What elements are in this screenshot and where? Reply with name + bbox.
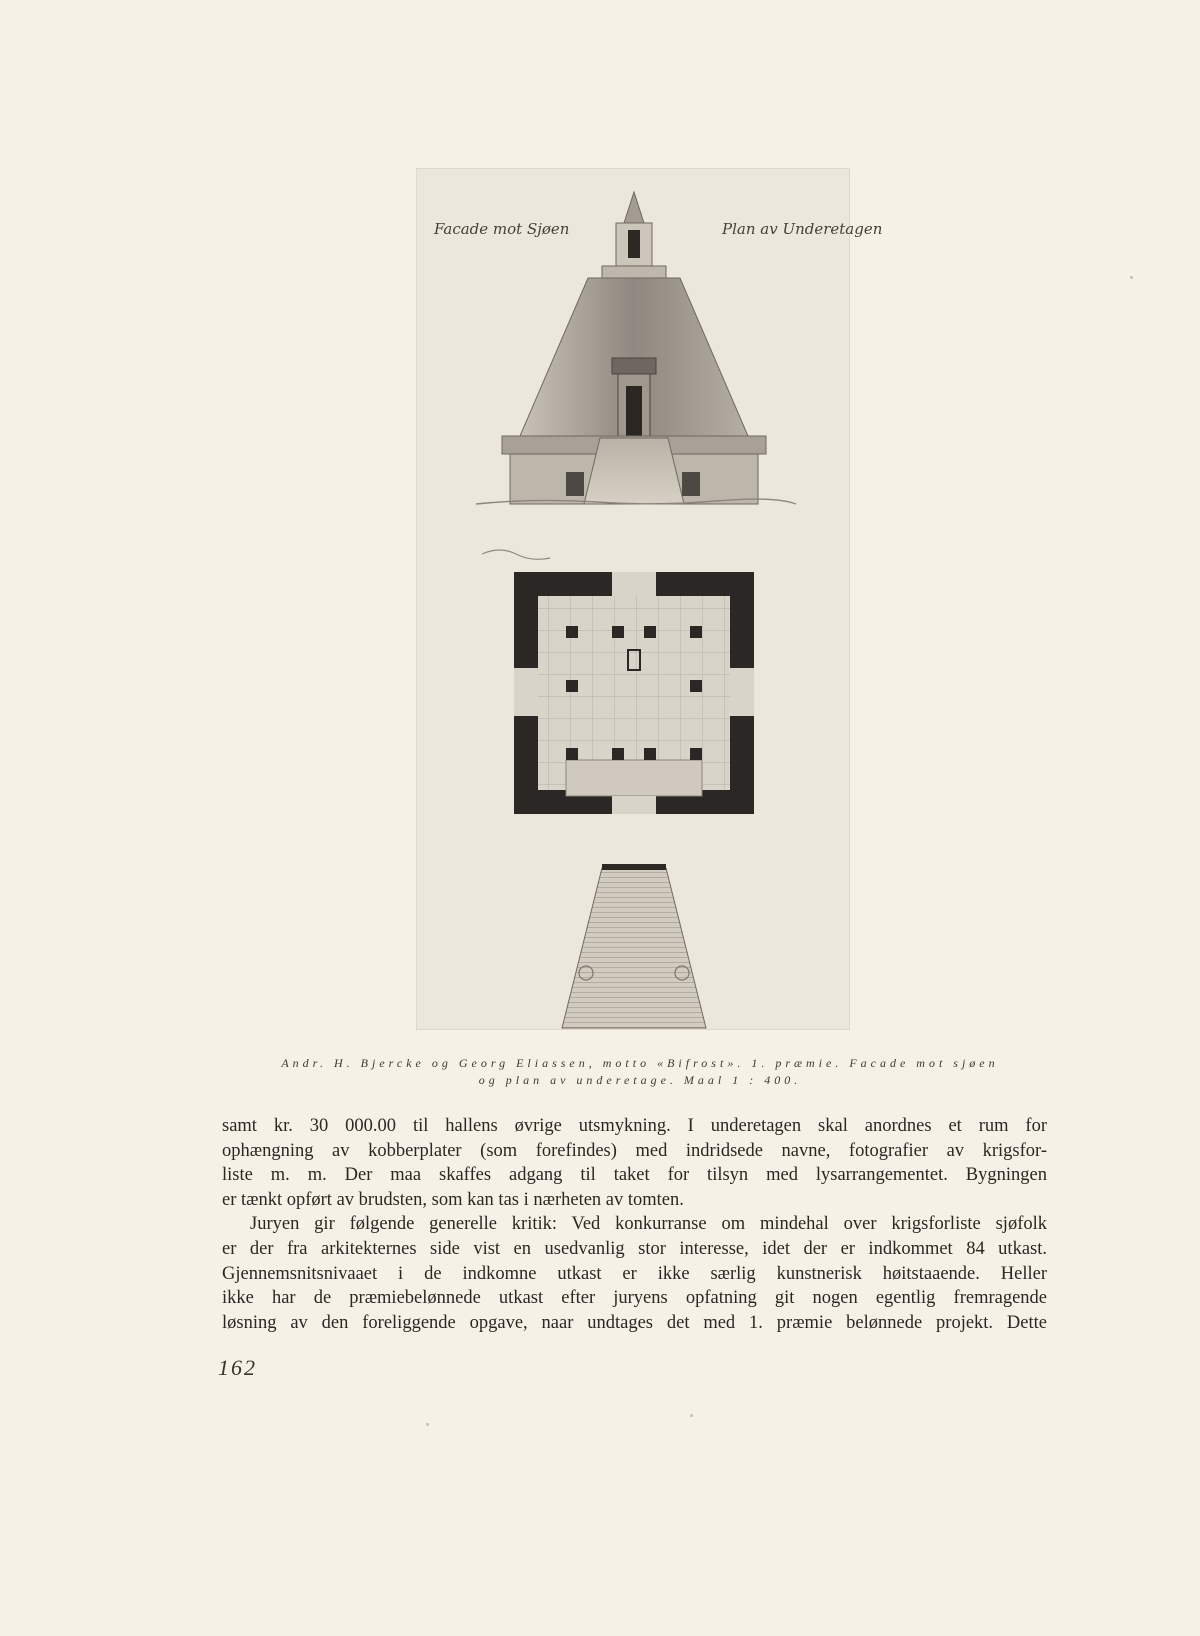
- plan-right-opening: [730, 668, 754, 716]
- facade-elevation: [476, 192, 796, 504]
- figure-caption: [210, 1055, 1070, 1089]
- page-speck: [1130, 276, 1133, 279]
- text-line: Gjennemsnitsnivaaet i de indkomne utkast er ikke særlig kunstnerisk høitstaaende. Heller: [222, 1263, 1047, 1284]
- plan-pillar: [690, 748, 702, 760]
- floor-plan: [514, 572, 754, 814]
- facade-label: Facade mot Sjøen: [434, 220, 570, 238]
- door-lintel: [612, 358, 656, 374]
- plan-pillar: [644, 748, 656, 760]
- plan-entry: [612, 796, 656, 814]
- drawing-svg: [416, 168, 883, 1030]
- plan-pillar: [566, 680, 578, 692]
- entrance-door: [626, 386, 642, 438]
- text-line: samt kr. 30 000.00 til hallens øvrige utsmykning. I underetagen skal anordnes et rum for: [222, 1116, 1047, 1136]
- plan-left-opening: [514, 668, 538, 716]
- approach-stairs: [562, 864, 706, 1028]
- caption-line-1: Andr. H. Bjercke og Georg Eliassen, motto «Bifrost». 1. præmie. Facade mot sjøen: [281, 1056, 999, 1070]
- body-text: [222, 1114, 1047, 1335]
- page-speck: [426, 1423, 429, 1426]
- spire-top: [624, 192, 644, 223]
- right-lamp: [682, 472, 700, 496]
- plan-pillar: [566, 626, 578, 638]
- front-stair: [584, 438, 684, 504]
- caption-line-2: og plan av underetage. Maal 1 : 400.: [478, 1073, 802, 1087]
- left-lamp: [566, 472, 584, 496]
- text-line: ikke har de præmiebelønnede utkast efter juryens opfatning git nogen egentlig fremragende: [222, 1288, 1047, 1309]
- plan-pillar: [644, 626, 656, 638]
- page-number: 162: [218, 1355, 257, 1380]
- paragraph-1: [222, 1114, 1047, 1212]
- paragraph-2: [222, 1212, 1047, 1335]
- plan-stair-landing: [566, 760, 702, 796]
- plan-pillar: [690, 626, 702, 638]
- plan-label: Plan av Underetagen: [722, 220, 883, 238]
- lantern-base: [602, 266, 666, 278]
- approach-stair-flight: [562, 868, 706, 1028]
- page-speck: [690, 1414, 693, 1417]
- architectural-drawing-plate: [416, 168, 883, 1030]
- text-line: er der fra arkitekternes side vist en usedvanlig stor interesse, idet der er indkommet 84 utkast.: [222, 1238, 1047, 1259]
- plan-pillar: [566, 748, 578, 760]
- text-line: liste m. m. Der maa skaffes adgang til taket for tilsyn med lysarrangementet. Bygningen: [222, 1165, 1047, 1186]
- sketch-stroke: [482, 550, 550, 559]
- text-line: er tænkt opført av brudsten, som kan tas i nærheten av tomten.: [222, 1189, 684, 1210]
- plan-pillar: [690, 680, 702, 692]
- plan-pillar: [612, 748, 624, 760]
- text-line: Juryen gir følgende generelle kritik: Ved konkurranse om mindehal over krigsforliste sjøfolk: [250, 1214, 1047, 1235]
- plan-top-opening: [612, 572, 656, 596]
- plan-pillar: [612, 626, 624, 638]
- lantern-window: [628, 230, 640, 258]
- text-line: løsning av den foreliggende opgave, naar undtages det med 1. præmie belønnede projekt. Dette: [222, 1312, 1047, 1333]
- stair-top-edge: [602, 864, 666, 870]
- text-line: ophængning av kobberplater (som forefindes) med indridsede navne, fotografier av krigsfor-: [222, 1140, 1047, 1161]
